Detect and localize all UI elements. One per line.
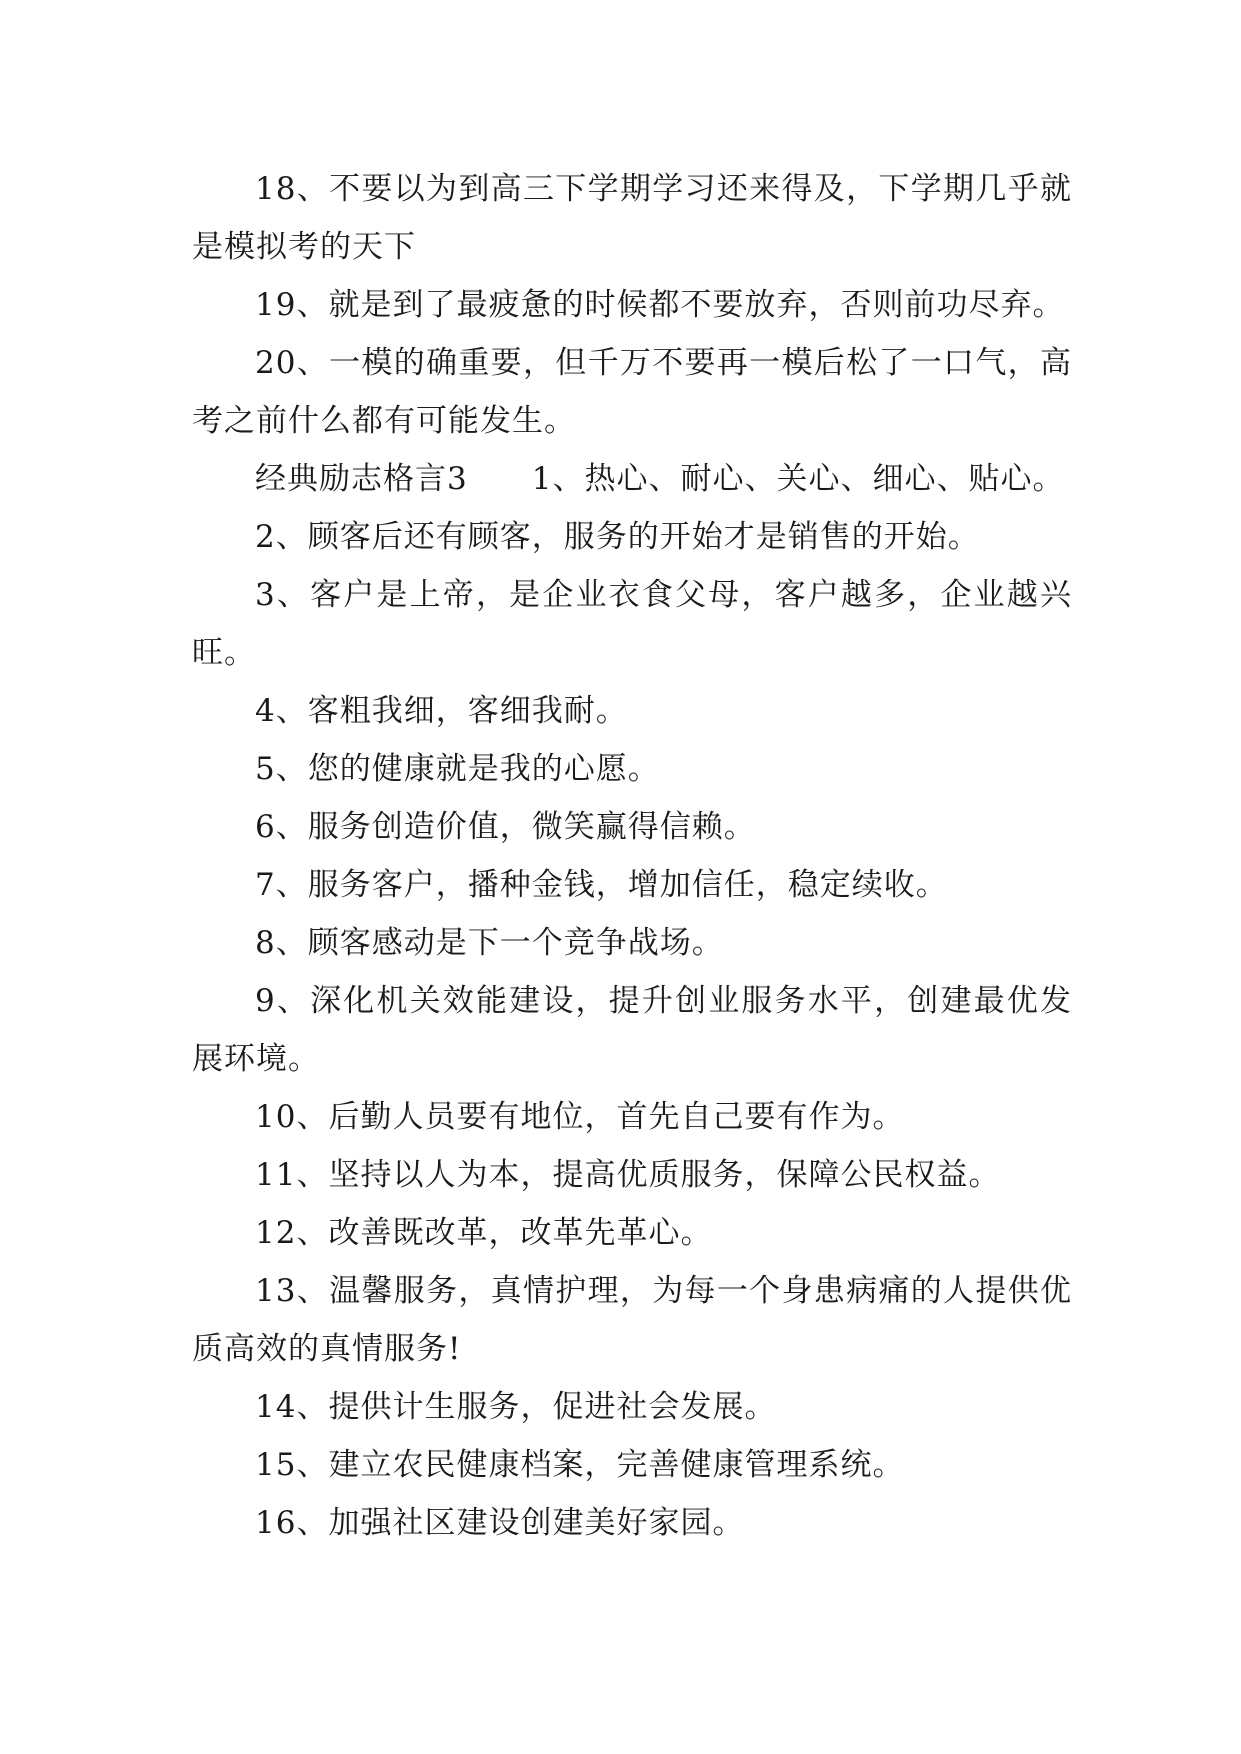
section-heading-paragraph: 经典励志格言3 1、热心、耐心、关心、细心、贴心。: [255, 461, 1065, 497]
paragraph-12: 12、改善既改革，改革先革心。: [255, 1215, 713, 1251]
paragraph-7: 7、服务客户，播种金钱，增加信任，稳定续收。: [255, 867, 948, 903]
paragraph-11: 11、坚持以人为本，提高优质服务，保障公民权益。: [255, 1157, 1001, 1193]
paragraph-19: 19、就是到了最疲惫的时候都不要放弃，否则前功尽弃。: [255, 287, 1065, 323]
paragraph-2: 2、顾客后还有顾客，服务的开始才是销售的开始。: [255, 519, 980, 555]
paragraph-20: 20、一模的确重要，但千万不要再一模后松了一口气，高考之前什么都有可能发生。: [192, 345, 1072, 439]
paragraph-9: 9、深化机关效能建设，提升创业服务水平，创建最优发展环境。: [192, 983, 1072, 1077]
paragraph-4: 4、客粗我细，客细我耐。: [255, 693, 628, 729]
paragraph-14: 14、提供计生服务，促进社会发展。: [255, 1389, 777, 1425]
document-body: [192, 160, 1072, 1552]
paragraph-13: 13、温馨服务，真情护理，为每一个身患病痛的人提供优质高效的真情服务!: [192, 1273, 1072, 1367]
paragraph-6: 6、服务创造价值，微笑赢得信赖。: [255, 809, 756, 845]
paragraph-18: 18、不要以为到高三下学期学习还来得及，下学期几乎就是模拟考的天下: [192, 171, 1072, 265]
paragraph-8: 8、顾客感动是下一个竞争战场。: [255, 925, 724, 961]
paragraph-15: 15、建立农民健康档案，完善健康管理系统。: [255, 1447, 905, 1483]
paragraph-5: 5、您的健康就是我的心愿。: [255, 751, 660, 787]
paragraph-10: 10、后勤人员要有地位，首先自己要有作为。: [255, 1099, 905, 1135]
paragraph-16: 16、加强社区建设创建美好家园。: [255, 1505, 745, 1541]
paragraph-3: 3、客户是上帝，是企业衣食父母，客户越多，企业越兴旺。: [192, 577, 1072, 671]
